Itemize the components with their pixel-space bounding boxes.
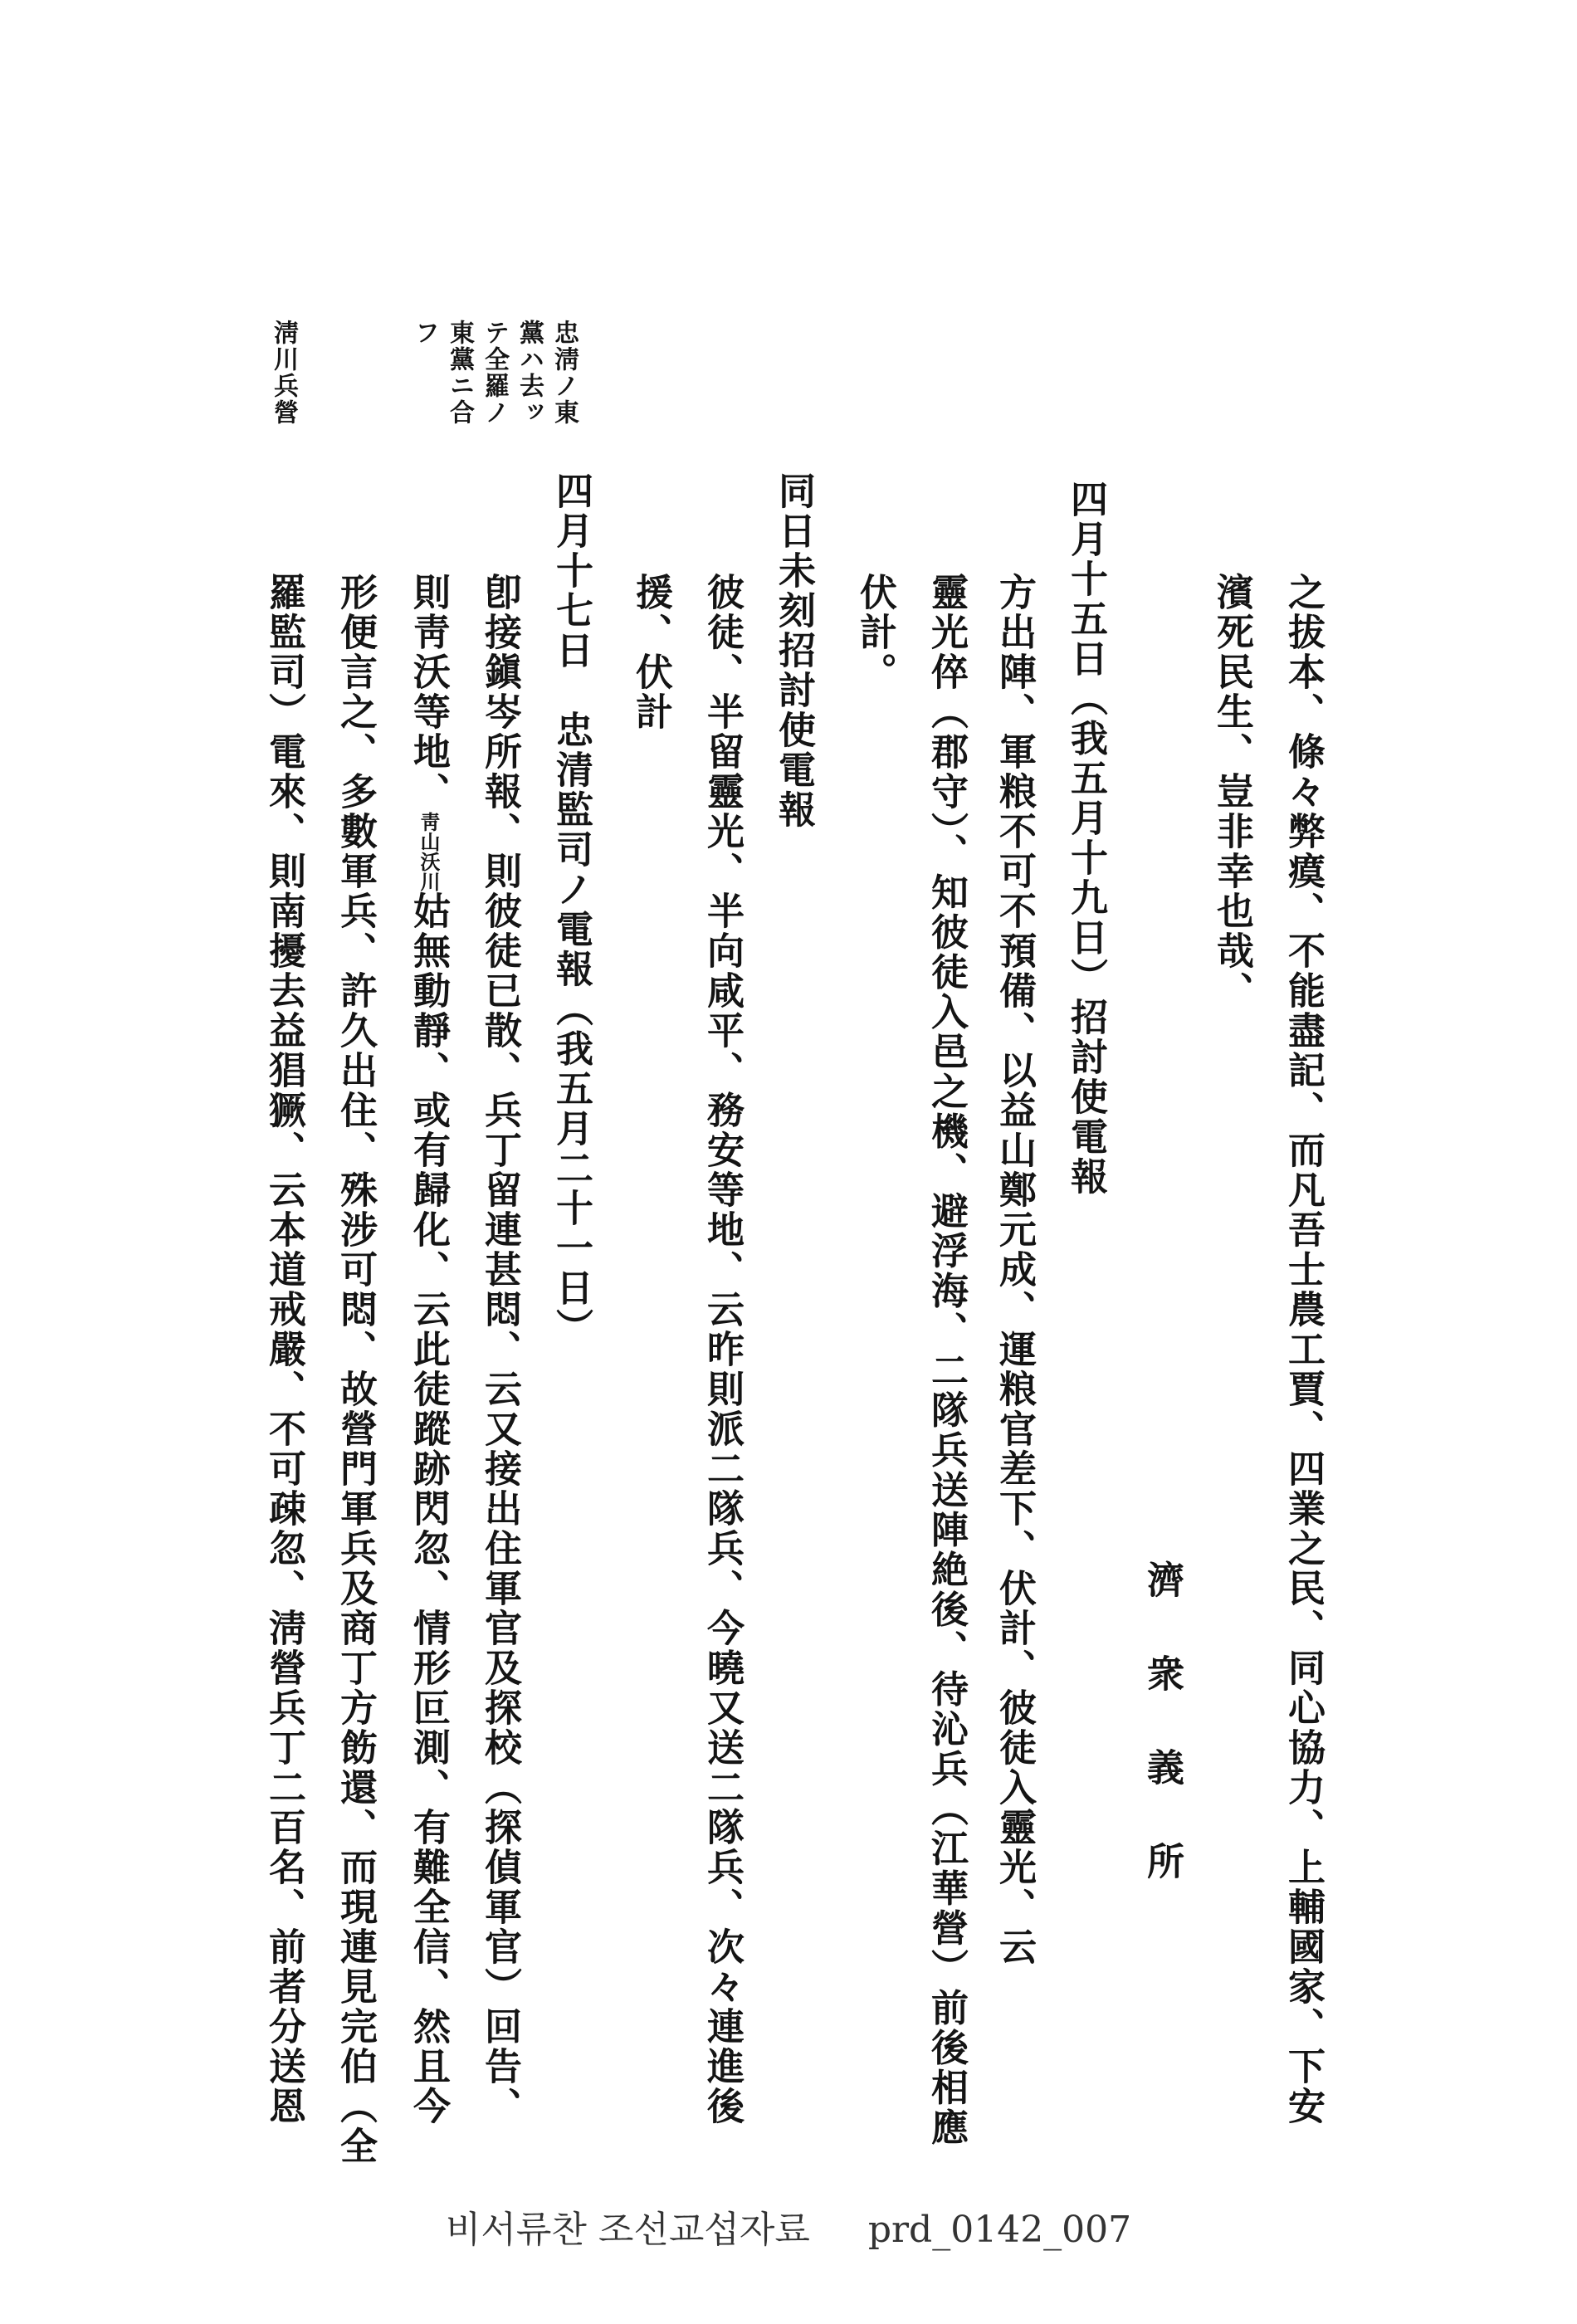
text-column-6: 靈光倅（郡守）、知彼徒入邑之機、避浮海、二隊兵送陣絶後、待沁兵（江華營）前後相應 xyxy=(925,573,969,2148)
heading-april-17-telegram: 四月十七日 忠清監司ノ電報（我五月二十一日） xyxy=(549,471,593,1348)
margin-note-4: 東黨ニ合 xyxy=(445,320,474,426)
footer-document-id: prd_0142_007 xyxy=(867,2209,1132,2251)
text-column-12: 卽接鎭岑所報、則彼徒已散、兵丁留連甚悶、云又接出住軍官及探校（探偵軍官）回告、 xyxy=(478,573,522,2126)
margin-note-6: 淸川兵營 xyxy=(269,320,298,426)
text-column-1: 之拔本、條々弊瘼、不能盡記、而凡吾士農工賈、四業之民、同心協力、上輔國家、下安 xyxy=(1282,573,1326,2126)
margin-note-2: 黨ハ去ッ xyxy=(515,320,544,426)
text-column-13-part-b: 姑無動靜、或有歸化、云此徒蹤跡閃忽、情形叵測、有難全信、然且今 xyxy=(407,891,451,2126)
heading-april-15-telegram: 四月十五日（我五月十九日）招討使電報 xyxy=(1064,480,1108,1197)
text-column-7: 伏計。 xyxy=(853,573,897,692)
page-footer xyxy=(0,2200,1577,2253)
text-column-2: 濱死民生、豈非幸也哉、 xyxy=(1210,573,1254,1011)
footer-source-title: 비서류찬 조선교섭자료 xyxy=(445,2209,810,2251)
text-column-5: 方出陣、軍粮不可不預備、以益山鄭元成、運粮官差下、伏計、彼徒入靈光、云 xyxy=(993,573,1037,1967)
inline-note-cheongsan-okcheon: 靑山沃川 xyxy=(417,812,441,891)
text-column-15: 羅監司）電來、則南擾去益猖獗、云本道戒嚴、不可疎忽、淸營兵丁二百名、前者分送恩 xyxy=(262,573,306,2126)
text-column-10: 援、伏計 xyxy=(629,573,673,732)
margin-note-1: 忠淸ノ東 xyxy=(549,320,579,426)
text-column-13 xyxy=(407,573,451,2126)
signature-jejung-uiso: 濟衆義所 xyxy=(1140,1560,1184,1936)
heading-same-day-telegram: 同日未刻招討使電報 xyxy=(772,471,816,830)
margin-note-3: テ全羅ノ xyxy=(480,320,509,426)
text-column-14: 形便言之、多數軍兵、許久出住、殊涉可悶、故營門軍兵及商丁方飭還、而現連見完伯（全 xyxy=(334,573,378,2166)
text-column-13-part-a: 則靑沃等地、 xyxy=(407,573,451,812)
text-column-9: 彼徒、半留靈光、半向咸平、務安等地、云昨則派二隊兵、今曉又送二隊兵、次々連進後 xyxy=(701,573,745,2126)
margin-note-5: フ xyxy=(410,320,439,346)
